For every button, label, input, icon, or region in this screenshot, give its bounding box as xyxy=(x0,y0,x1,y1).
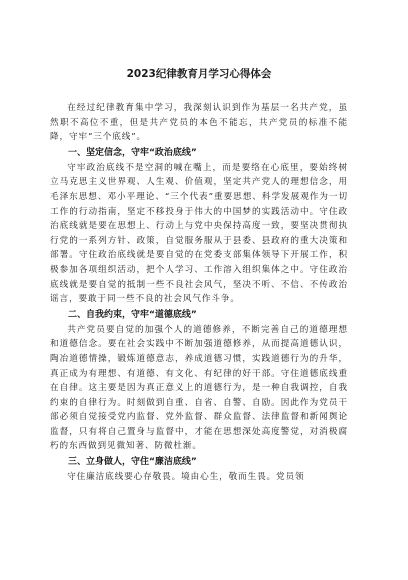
section-paragraph: 守牢政治底线不是空洞的喊在嘴上，而是要络在心底里，要始终树立马克思主义世界观、人生观、价值观，坚定共产党人的理想信念，用毛泽东思想、邓小平理论、“三个代表”重要思想、科学发展观作为一切工作的行动指南，坚定不移投身于伟大的中国梦的实践活动中。守住政治底线就是要在思想上、行动上与党中央保持高度一致，要坚决贯彻执行党的一系列方针、政策，自觉服务服从于县委、县政府的重大决策和部署。守住政治底线就是要自觉的在党委支部集体领导下开展工作，积极参加各项组织活动，把个人学习、工作溶入组织集体之中。守住政治底线就是要自觉的抵制一些不良社会风气，坚决不听、不信、不传政治谣言，要敢于同一些不良的社会风气作斗争。 xyxy=(50,162,348,305)
document-body xyxy=(50,146,348,485)
section-heading: 一、坚定信念，守牢“政治底线” xyxy=(68,147,197,158)
intro-paragraph: 在经过纪律教育集中学习，我深刻认识到作为基层一名共产党，虽然职不高位不重，但是共产党员的本色不能忘，共产党员的标准不能降，守牢“三个底线”。 xyxy=(50,103,348,143)
section-paragraph: 共产党员要自觉的加强个人的道德修养，不断完善自己的道德理想和道德信念。要在社会实践中不断加强道德修养，从而提高道德认识，陶冶道德情操，锻炼道德意志，养成道德习惯，实践道德行为的升华，真正成为有理想、有道德、有文化、有纪律的好干部。守住道德底线重在自律。这主要是因为真正意义上的道德行为，是一种自我调控，自我约束的自律行为。时刻做到自重、自省、自警、自励。因此作为党员干部必须自觉接受党内监督、党外监督、群众监督、法律监督和新闻舆论监督，只有将自己置身与监督中，才能在思想深处高度警觉，对消极腐朽的东西做到见微知著、防微杜渐。 xyxy=(50,324,348,452)
document-title: 2023纪律教育月学习心得体会 xyxy=(126,68,272,80)
section-heading: 二、自我约束，守牢“道德底线” xyxy=(68,309,197,320)
section-paragraph: 守住廉洁底线要心存敬畏。境由心生，敬而生畏。党员领 xyxy=(67,472,305,483)
section-heading: 三、立身做人，守住“廉洁底线” xyxy=(68,457,197,468)
